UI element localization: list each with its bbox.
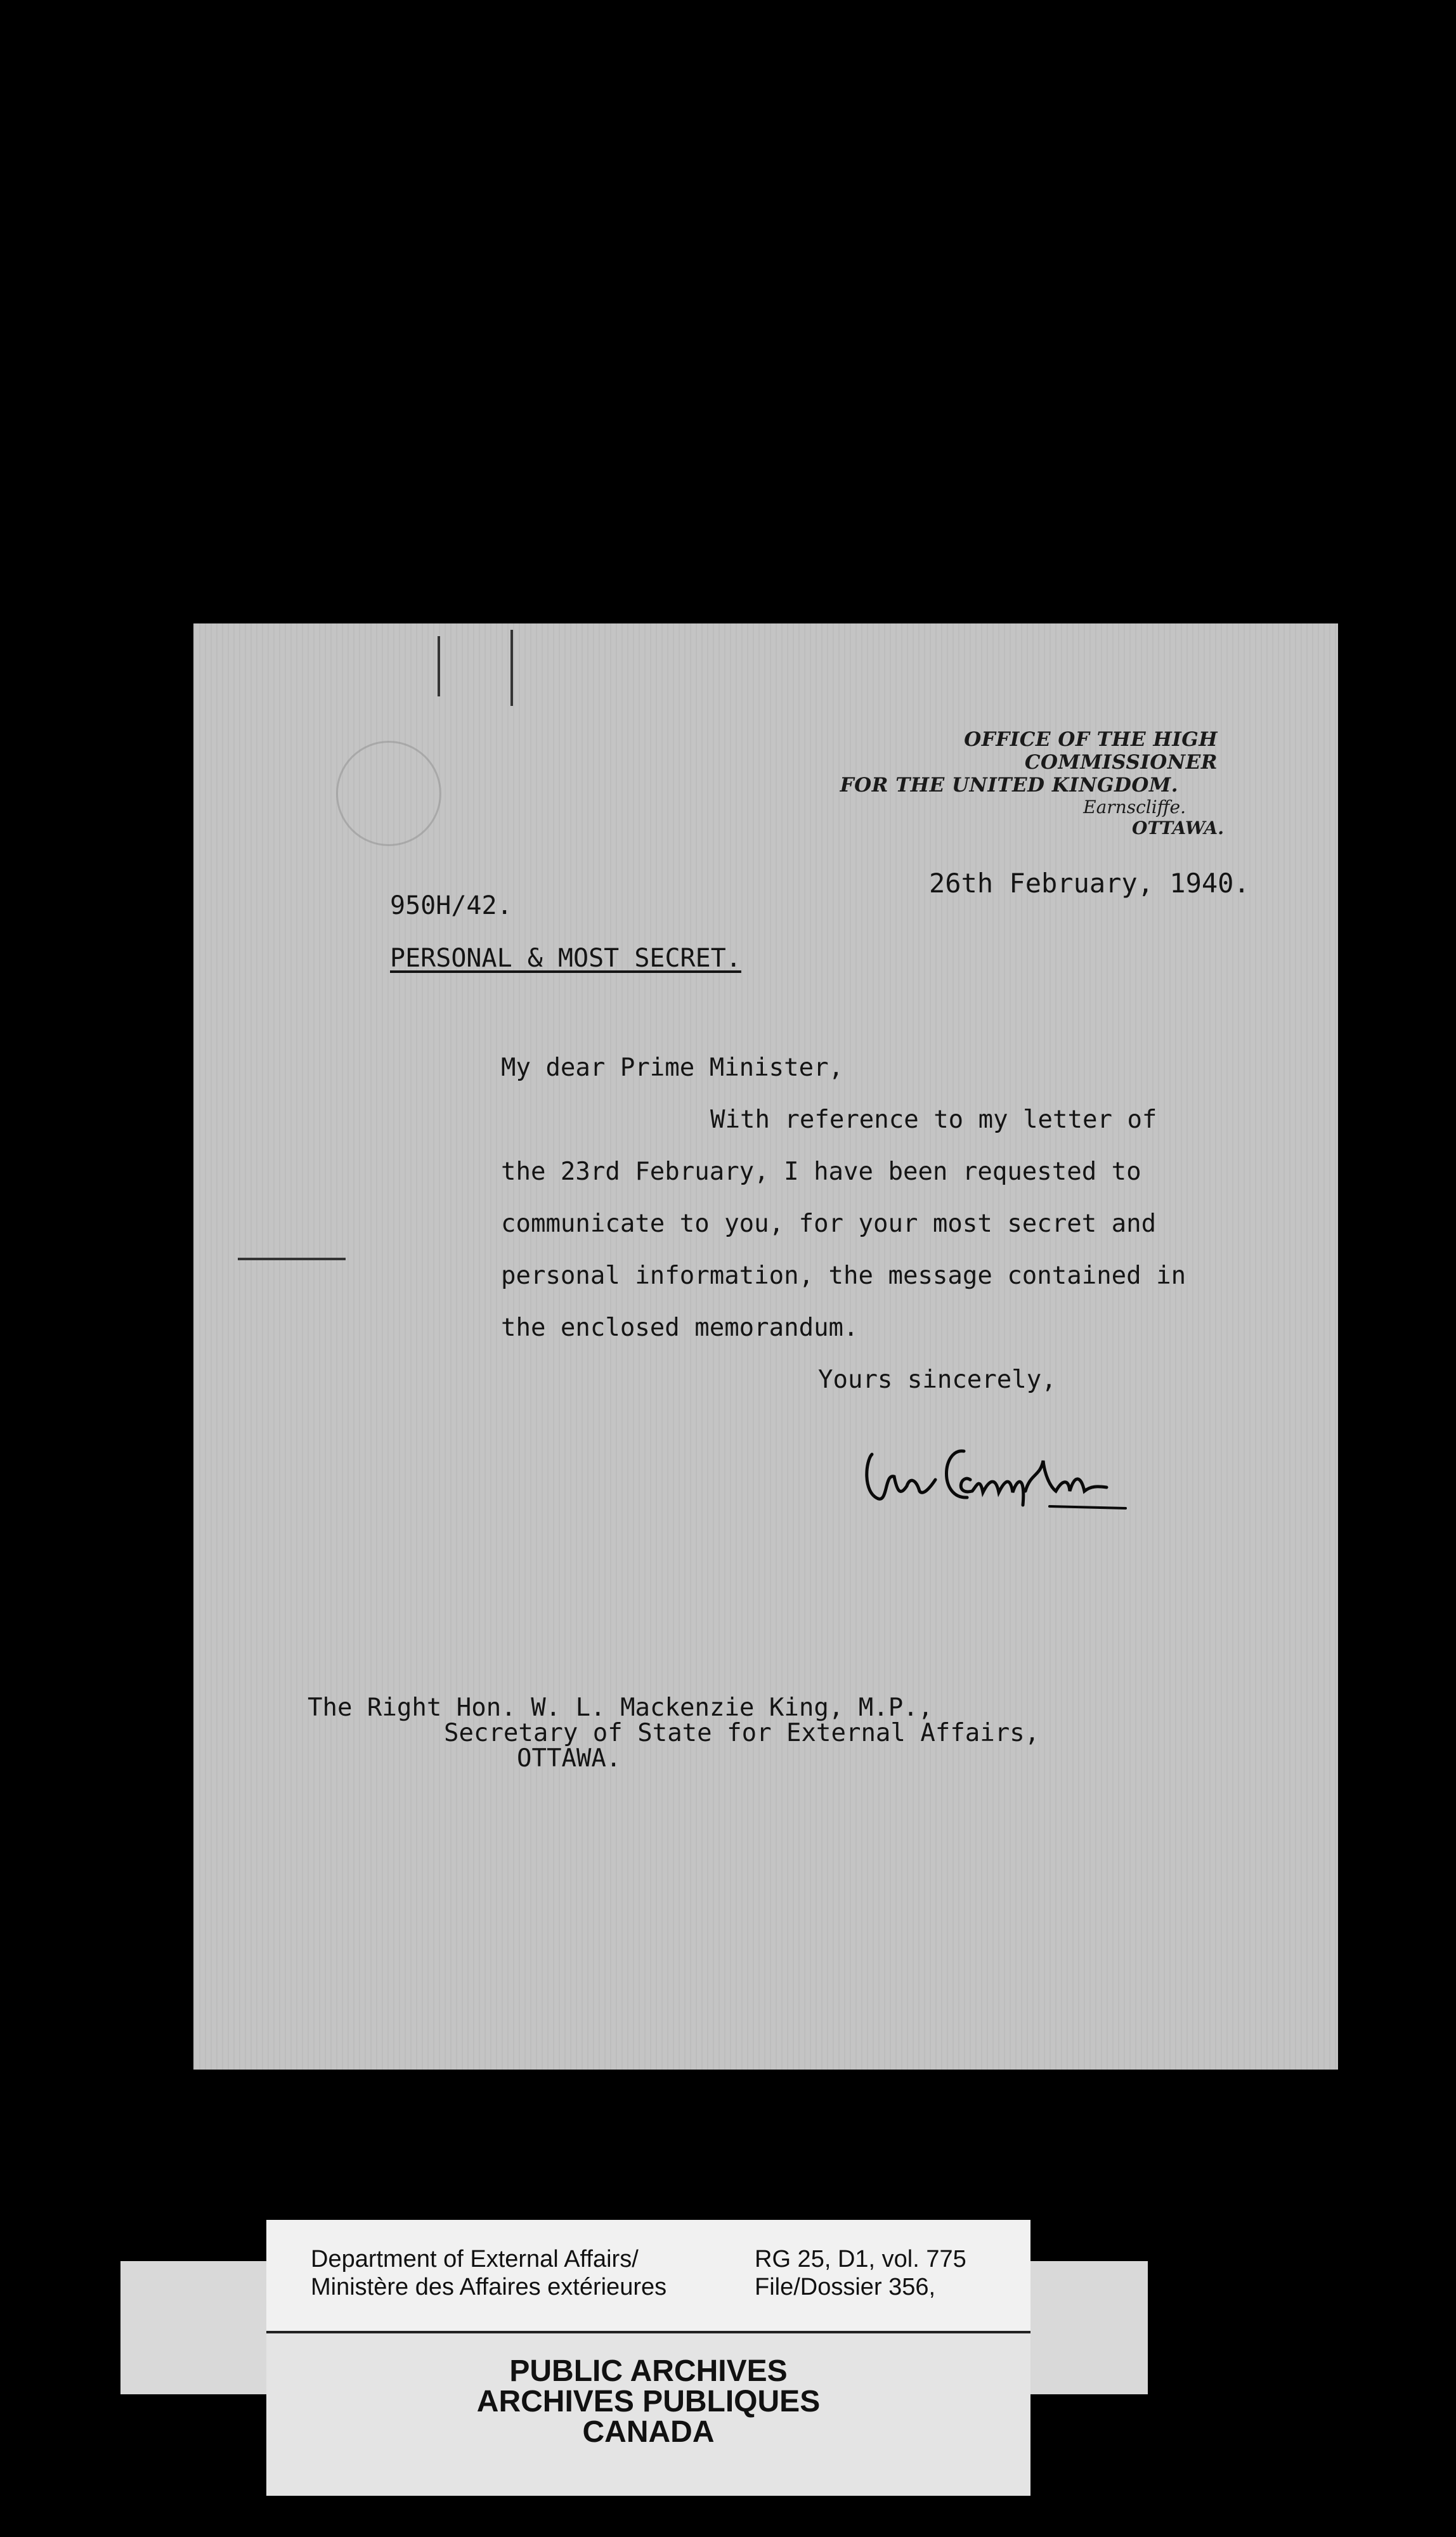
archives-stamp [266,2356,1030,2448]
embossed-stamp [336,741,441,846]
security-marking: PERSONAL & MOST SECRET. [390,944,741,973]
address-line: OTTAWA. [517,1744,621,1773]
margin-mark [438,636,440,696]
letter-body [501,1042,1249,1406]
department-names [311,2245,666,2301]
archives-name-fr: ARCHIVES PUBLIQUES [476,2385,821,2418]
file-number: File/Dossier 356, [755,2274,936,2300]
salutation: My dear Prime Minister, [501,1053,844,1082]
recipient-address [308,1695,1039,1771]
letterhead-country: FOR THE UNITED KINGDOM. [840,774,1178,797]
department-en: Department of External Affairs/ [311,2246,639,2273]
archive-label [266,2220,1030,2496]
record-group-number: RG 25, D1, vol. 775 [755,2246,966,2273]
handwritten-signature [859,1416,1138,1518]
letter-date: 26th February, 1940. [929,868,1250,899]
margin-mark [510,630,513,706]
body-line: communicate to you, for your most secret and [501,1210,1157,1238]
department-fr: Ministère des Affaires extérieures [311,2274,667,2300]
letter-page [193,623,1338,2070]
complimentary-close: Yours sincerely, [818,1366,1056,1394]
letterhead-city: OTTAWA. [1132,818,1224,838]
archives-name-en: PUBLIC ARCHIVES [509,2354,788,2388]
body-line: the enclosed memorandum. [501,1314,859,1342]
reference-number: 950H/42. [390,891,512,920]
body-line: personal information, the message contained in [501,1262,1186,1290]
address-line: Secretary of State for External Affairs, [444,1719,1040,1747]
address-line: The Right Hon. W. L. Mackenzie King, M.P., [308,1693,933,1722]
archive-reference-box [266,2220,1030,2333]
record-group [755,2245,966,2301]
body-line: With reference to my letter of [710,1105,1157,1134]
body-line: the 23rd February, I have been requested to [501,1158,1141,1186]
letterhead [818,728,1224,838]
margin-mark [238,1258,346,1260]
letterhead-office: OFFICE OF THE HIGH COMMISSIONER [964,728,1218,774]
archives-country: CANADA [582,2415,715,2449]
letterhead-residence: Earnscliffe. [1083,797,1186,818]
